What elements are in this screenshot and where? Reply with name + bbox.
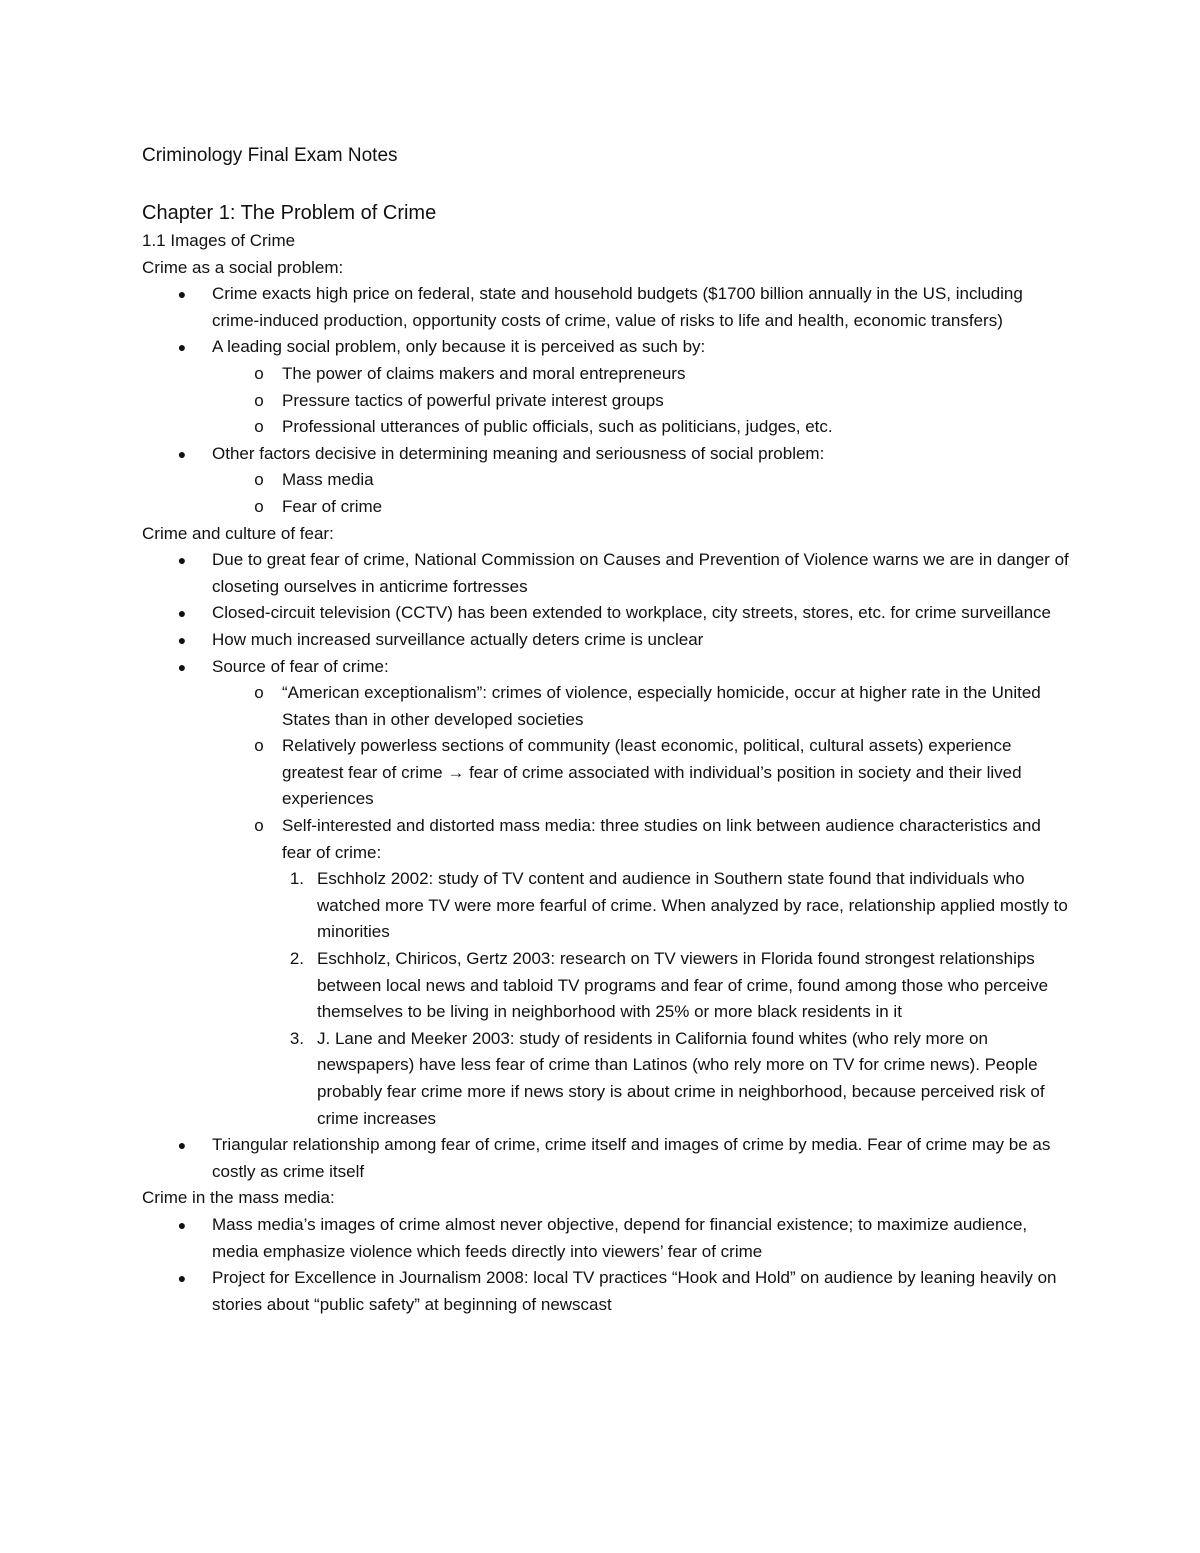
subsection-heading-mass-media: Crime in the mass media: [142, 1188, 335, 1208]
sub-list-item [142, 388, 1072, 415]
sub-list-item [142, 813, 1072, 866]
numbered-item [142, 946, 1072, 1026]
list-item-text: A leading social problem, only because it is perceived as such by: [212, 337, 706, 357]
number-marker: 2. [289, 949, 304, 969]
document-page [142, 141, 1072, 1318]
sub-list-item-text: Pressure tactics of powerful private interest groups [282, 390, 664, 410]
bullet-marker: ● [177, 1270, 187, 1287]
list-item [142, 334, 1072, 361]
sub-list-item [142, 414, 1072, 441]
list-item-text: Triangular relationship among fear of crime, crime itself and images of crime by media. Fear of crime may be as costly as crime itself [212, 1135, 1051, 1181]
subsection-heading-culture-of-fear: Crime and culture of fear: [142, 523, 334, 543]
document-title: Criminology Final Exam Notes [142, 145, 398, 166]
bullet-marker: ● [177, 339, 187, 356]
numbered-item [142, 866, 1072, 946]
sub-list-item-text: Mass media [282, 470, 374, 490]
bullet-list-social-problem [142, 281, 1072, 520]
sub-bullet-marker: o [254, 496, 264, 516]
numbered-item [142, 1026, 1072, 1132]
list-item-text: Due to great fear of crime, National Commission on Causes and Prevention of Violence warns we are in danger of closeting ourselves in anticrime fortresses [212, 550, 1069, 596]
sub-bullet-marker: o [254, 683, 264, 703]
sub-list-item [142, 494, 1072, 521]
list-item [142, 281, 1072, 334]
list-item [142, 441, 1072, 468]
list-item [142, 627, 1072, 654]
list-item [142, 1132, 1072, 1185]
section-heading: 1.1 Images of Crime [142, 231, 296, 250]
list-item-text: How much increased surveillance actually deters crime is unclear [212, 629, 704, 649]
number-marker: 1. [289, 869, 304, 889]
bullet-marker: ● [177, 631, 187, 648]
bullet-marker: ● [177, 658, 187, 675]
chapter-title: Chapter 1: The Problem of Crime [142, 202, 437, 224]
list-item [142, 600, 1072, 627]
sub-bullet-marker: o [254, 417, 264, 437]
sub-list-item-text: Relatively powerless sections of community (least economic, political, cultural assets) experience greatest fear of crime → fear of crime associated with individual’s position in society and their lived experiences [282, 736, 1022, 809]
bullet-marker: ● [177, 605, 187, 622]
list-item-text: Closed-circuit television (CCTV) has been extended to workplace, city streets, stores, etc. for crime surveillance [212, 603, 1051, 623]
sub-list-item-text: “American exceptionalism”: crimes of violence, especially homicide, occur at higher rate in the United States than in other developed societies [282, 683, 1041, 729]
bullet-marker: ● [177, 552, 187, 569]
number-marker: 3. [289, 1028, 304, 1048]
sub-list-item-text: Professional utterances of public officials, such as politicians, judges, etc. [282, 417, 833, 437]
bullet-marker: ● [177, 445, 187, 462]
list-item-text: Source of fear of crime: [212, 656, 389, 676]
bullet-marker: ● [177, 1137, 187, 1154]
list-item [142, 1212, 1072, 1265]
bullet-marker: ● [177, 1216, 187, 1233]
sub-bullet-marker: o [254, 470, 264, 490]
list-item [142, 1265, 1072, 1318]
numbered-item-text: J. Lane and Meeker 2003: study of residents in California found whites (who rely more on newspapers) have less fear of crime than Latinos (who rely more on TV for crime news). People probably fear crime more if news story is about crime in neighborhood, because perceived risk of crime increases [317, 1028, 1045, 1128]
list-item-text: Crime exacts high price on federal, state and household budgets ($1700 billion annually in the US, including crime-induced production, opportunity costs of crime, value of risks to life and health, economic transfers) [212, 284, 1023, 330]
sub-list-item-text: The power of claims makers and moral entrepreneurs [282, 363, 686, 383]
list-item-text: Other factors decisive in determining meaning and seriousness of social problem: [212, 443, 825, 463]
numbered-item-text: Eschholz, Chiricos, Gertz 2003: research on TV viewers in Florida found strongest relationships between local news and tabloid TV programs and fear of crime, found among those who perceive themselves to be living in neighborhood with 25% or more black residents in it [317, 949, 1049, 1022]
subsection-heading-social-problem: Crime as a social problem: [142, 257, 344, 277]
sub-bullet-marker: o [254, 363, 264, 383]
sub-list-item [142, 467, 1072, 494]
sub-bullet-marker: o [254, 816, 264, 836]
sub-list-item-text: Fear of crime [282, 496, 383, 516]
list-item [142, 654, 1072, 681]
sub-list-item [142, 361, 1072, 388]
bullet-list-culture-of-fear [142, 547, 1072, 1185]
sub-list-item [142, 733, 1072, 813]
list-item-text: Project for Excellence in Journalism 2008: local TV practices “Hook and Hold” on audience by leaning heavily on stories about “public safety” at beginning of newscast [212, 1268, 1057, 1314]
list-item-text: Mass media’s images of crime almost never objective, depend for financial existence; to maximize audience, media emphasize violence which feeds directly into viewers’ fear of crime [212, 1214, 1028, 1261]
bullet-marker: ● [177, 286, 187, 303]
numbered-item-text: Eschholz 2002: study of TV content and audience in Southern state found that individuals who watched more TV were more fearful of crime. When analyzed by race, relationship applied mostly to minorities [317, 869, 1068, 942]
sub-list-item [142, 680, 1072, 733]
sub-bullet-marker: o [254, 736, 264, 756]
bullet-list-mass-media [142, 1212, 1072, 1318]
sub-list-item-text: Self-interested and distorted mass media: three studies on link between audience characteristics and fear of crime: [282, 816, 1041, 862]
list-item [142, 547, 1072, 600]
sub-bullet-marker: o [254, 390, 264, 410]
